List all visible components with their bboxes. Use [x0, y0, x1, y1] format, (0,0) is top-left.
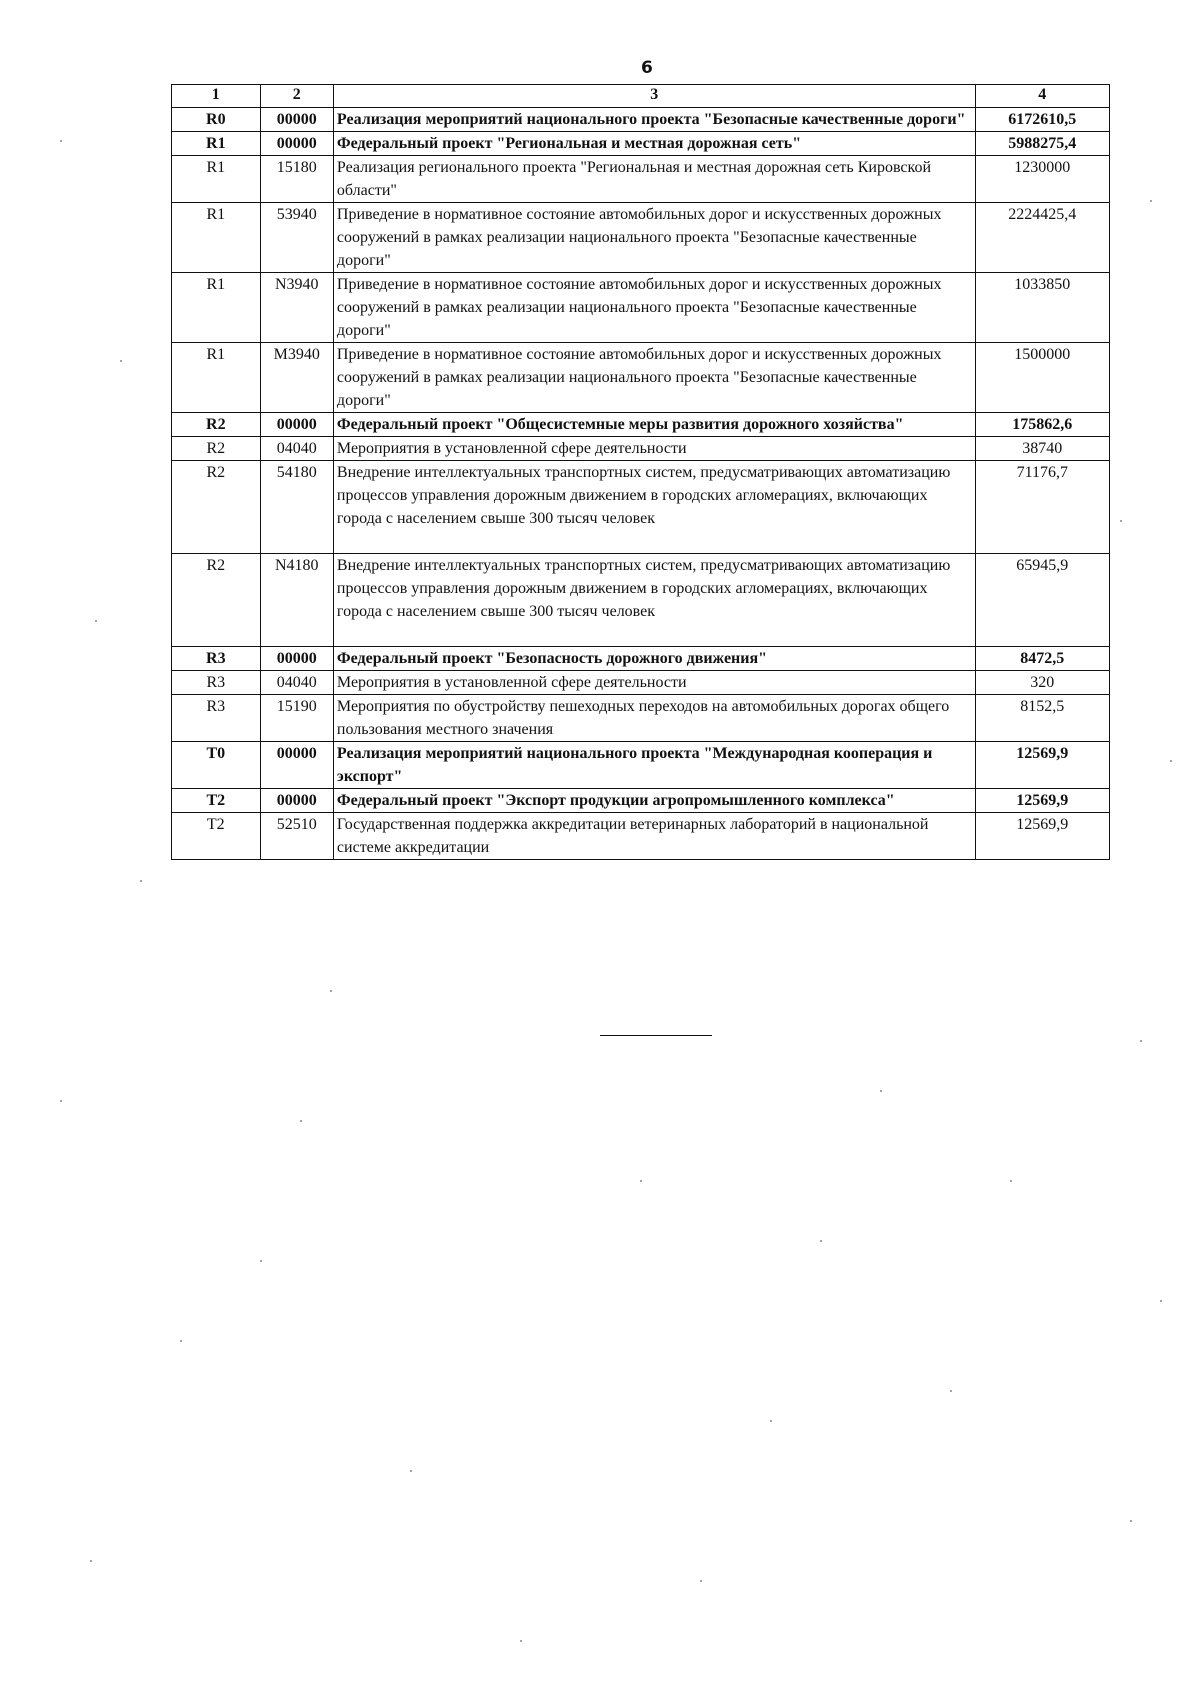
scan-speck: [640, 1180, 642, 1182]
scan-speck: [520, 1640, 522, 1642]
scan-speck: [410, 1470, 412, 1472]
table-row: [172, 671, 1110, 695]
row-amount-cell: 175862,6: [975, 413, 1109, 437]
row-subcode-cell: 00000: [260, 789, 333, 813]
row-code-cell: R2: [172, 437, 261, 461]
scan-speck: [950, 1390, 952, 1392]
row-code-cell: R1: [172, 343, 261, 413]
row-amount-cell: 38740: [975, 437, 1109, 461]
scan-speck: [880, 1090, 882, 1092]
table-row: [172, 156, 1110, 203]
header-cell-3: 3: [333, 85, 975, 108]
row-amount-cell: 5988275,4: [975, 132, 1109, 156]
row-amount-cell: 65945,9: [975, 554, 1109, 647]
scan-speck: [700, 1580, 702, 1582]
table-row: [172, 742, 1110, 789]
row-description-cell: Государственная поддержка аккредитации ветеринарных лабораторий в национальной системе аккредитации: [333, 813, 975, 860]
table-row: [172, 343, 1110, 413]
row-subcode-cell: 00000: [260, 413, 333, 437]
row-code-cell: R2: [172, 461, 261, 554]
row-subcode-cell: 04040: [260, 671, 333, 695]
row-subcode-cell: 54180: [260, 461, 333, 554]
row-description-cell: Федеральный проект "Общесистемные меры развития дорожного хозяйства": [333, 413, 975, 437]
scan-speck: [770, 1420, 772, 1422]
table-row: [172, 273, 1110, 343]
scan-speck: [60, 1100, 62, 1102]
table-row: [172, 554, 1110, 647]
row-code-cell: R2: [172, 554, 261, 647]
scan-speck: [1130, 1520, 1132, 1522]
scan-speck: [300, 1120, 302, 1122]
row-subcode-cell: 15190: [260, 695, 333, 742]
row-description-cell: Мероприятия в установленной сфере деятельности: [333, 437, 975, 461]
row-amount-cell: 71176,7: [975, 461, 1109, 554]
table-row: [172, 132, 1110, 156]
row-description-cell: Приведение в нормативное состояние автомобильных дорог и искусственных дорожных сооружений в рамках реализации национального проекта "Безопасные качественные дороги": [333, 203, 975, 273]
budget-table: [171, 84, 1110, 860]
row-code-cell: R0: [172, 108, 261, 132]
header-cell-2: 2: [260, 85, 333, 108]
row-code-cell: R1: [172, 273, 261, 343]
row-code-cell: R3: [172, 647, 261, 671]
row-description-cell: Мероприятия в установленной сфере деятельности: [333, 671, 975, 695]
row-subcode-cell: 04040: [260, 437, 333, 461]
row-subcode-cell: N3940: [260, 273, 333, 343]
row-description-cell: Реализация регионального проекта "Региональная и местная дорожная сеть Кировской области": [333, 156, 975, 203]
row-amount-cell: 2224425,4: [975, 203, 1109, 273]
scan-speck: [60, 140, 62, 142]
row-subcode-cell: 53940: [260, 203, 333, 273]
row-subcode-cell: 00000: [260, 647, 333, 671]
table-row: [172, 413, 1110, 437]
row-description-cell: Федеральный проект "Региональная и местная дорожная сеть": [333, 132, 975, 156]
scan-speck: [180, 1340, 182, 1342]
table-row: [172, 695, 1110, 742]
scan-speck: [260, 1260, 262, 1262]
row-code-cell: R1: [172, 203, 261, 273]
scan-speck: [1010, 1180, 1012, 1182]
row-description-cell: Приведение в нормативное состояние автомобильных дорог и искусственных дорожных сооружений в рамках реализации национального проекта "Безопасные качественные дороги": [333, 343, 975, 413]
row-code-cell: R1: [172, 132, 261, 156]
scan-speck: [1120, 520, 1122, 522]
table-row: [172, 203, 1110, 273]
row-amount-cell: 8152,5: [975, 695, 1109, 742]
row-code-cell: R3: [172, 695, 261, 742]
row-amount-cell: 12569,9: [975, 789, 1109, 813]
table-row: [172, 437, 1110, 461]
scan-speck: [1140, 1040, 1142, 1042]
row-description-cell: Внедрение интеллектуальных транспортных систем, предусматривающих автоматизацию процессов управления дорожным движением в городских агломерациях, включающих города с населением свыше 300 тысяч человек: [333, 554, 975, 647]
row-amount-cell: 12569,9: [975, 813, 1109, 860]
table-row: [172, 108, 1110, 132]
row-description-cell: Реализация мероприятий национального проекта "Безопасные качественные дороги": [333, 108, 975, 132]
end-rule: [600, 1035, 712, 1036]
scan-speck: [90, 1560, 92, 1562]
row-amount-cell: 320: [975, 671, 1109, 695]
row-code-cell: R2: [172, 413, 261, 437]
row-code-cell: T2: [172, 813, 261, 860]
page-number: 6: [641, 58, 653, 78]
row-code-cell: T0: [172, 742, 261, 789]
row-description-cell: Приведение в нормативное состояние автомобильных дорог и искусственных дорожных сооружений в рамках реализации национального проекта "Безопасные качественные дороги": [333, 273, 975, 343]
row-code-cell: T2: [172, 789, 261, 813]
row-description-cell: Федеральный проект "Безопасность дорожного движения": [333, 647, 975, 671]
row-subcode-cell: 52510: [260, 813, 333, 860]
row-amount-cell: 1033850: [975, 273, 1109, 343]
row-subcode-cell: 00000: [260, 108, 333, 132]
table-row: [172, 461, 1110, 554]
row-subcode-cell: 00000: [260, 132, 333, 156]
scan-speck: [330, 990, 332, 992]
row-code-cell: R1: [172, 156, 261, 203]
row-subcode-cell: 00000: [260, 742, 333, 789]
scan-speck: [1160, 1300, 1162, 1302]
row-description-cell: Внедрение интеллектуальных транспортных систем, предусматривающих автоматизацию процессов управления дорожным движением в городских агломерациях, включающих города с населением свыше 300 тысяч человек: [333, 461, 975, 554]
row-description-cell: Мероприятия по обустройству пешеходных переходов на автомобильных дорогах общего пользования местного значения: [333, 695, 975, 742]
table-row: [172, 789, 1110, 813]
scan-speck: [1170, 760, 1172, 762]
row-amount-cell: 8472,5: [975, 647, 1109, 671]
row-amount-cell: 1230000: [975, 156, 1109, 203]
table-body: [172, 108, 1110, 860]
row-description-cell: Федеральный проект "Экспорт продукции агропромышленного комплекса": [333, 789, 975, 813]
row-description-cell: Реализация мероприятий национального проекта "Международная кооперация и экспорт": [333, 742, 975, 789]
row-amount-cell: 6172610,5: [975, 108, 1109, 132]
table-row: [172, 647, 1110, 671]
header-cell-1: 1: [172, 85, 261, 108]
table-row: [172, 813, 1110, 860]
table-header-row: [172, 85, 1110, 108]
row-subcode-cell: M3940: [260, 343, 333, 413]
scan-speck: [120, 360, 122, 362]
header-cell-4: 4: [975, 85, 1109, 108]
scan-speck: [1150, 200, 1152, 202]
row-amount-cell: 1500000: [975, 343, 1109, 413]
scan-speck: [140, 880, 142, 882]
row-subcode-cell: 15180: [260, 156, 333, 203]
row-subcode-cell: N4180: [260, 554, 333, 647]
row-code-cell: R3: [172, 671, 261, 695]
scan-speck: [95, 620, 97, 622]
scan-speck: [820, 1240, 822, 1242]
row-amount-cell: 12569,9: [975, 742, 1109, 789]
